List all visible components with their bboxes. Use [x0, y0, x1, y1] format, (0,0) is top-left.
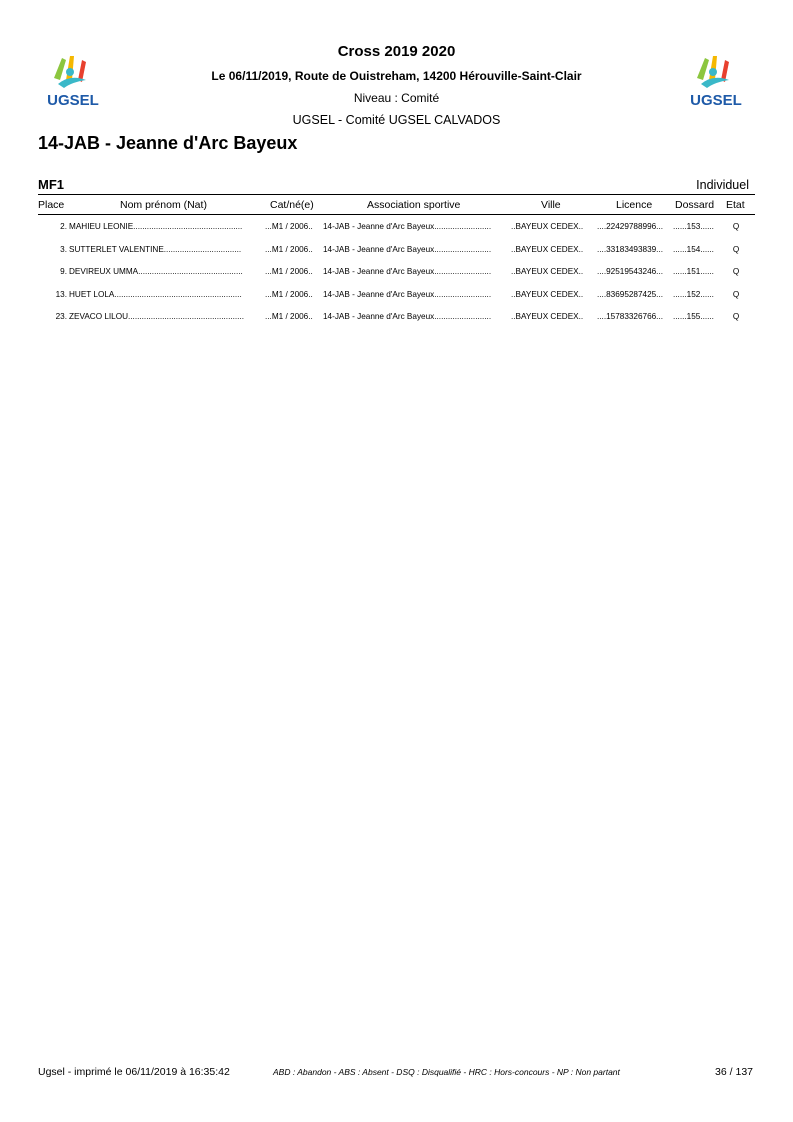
row-etat: Q — [732, 222, 740, 231]
col-header-cat: Cat/né(e) — [270, 199, 314, 211]
ugsel-logo-text: UGSEL — [47, 92, 99, 109]
row-category: ...M1 / 2006.. — [265, 222, 313, 231]
footer-legend: ABD : Abandon - ABS : Absent - DSQ : Disqualifié - HRC : Hors-concours - NP : Non partant — [273, 1067, 620, 1077]
row-association: 14-JAB - Jeanne d'Arc Bayeux......................... — [323, 267, 492, 276]
row-ville: ..BAYEUX CEDEX.. — [511, 244, 584, 254]
row-name: MAHIEU LEONIE................................................ — [69, 222, 243, 231]
row-place: 3. — [60, 244, 67, 254]
event-subtitle: Le 06/11/2019, Route de Ouistreham, 14200 Hérouville-Saint-Clair — [211, 69, 582, 83]
row-etat: Q — [732, 312, 740, 321]
table-header-top-rule — [38, 194, 755, 195]
row-etat: Q — [732, 244, 740, 254]
category-code: MF1 — [38, 177, 64, 192]
row-category: ...M1 / 2006.. — [265, 267, 313, 276]
row-licence: ....92519543246... — [597, 267, 664, 276]
row-association: 14-JAB - Jeanne d'Arc Bayeux......................... — [323, 312, 492, 321]
row-category: ...M1 / 2006.. — [265, 312, 313, 321]
col-header-association: Association sportive — [367, 199, 461, 211]
row-association: 14-JAB - Jeanne d'Arc Bayeux......................... — [323, 222, 492, 231]
category-type: Individuel — [696, 178, 749, 192]
row-etat: Q — [732, 289, 740, 299]
event-committee: UGSEL - Comité UGSEL CALVADOS — [292, 113, 501, 127]
event-level: Niveau : Comité — [353, 91, 440, 105]
row-name: ZEVACO LILOU................................................... — [69, 312, 245, 321]
row-category: ...M1 / 2006.. — [265, 289, 313, 299]
row-name: HUET LOLA........................................................ — [69, 289, 242, 299]
col-header-licence: Licence — [616, 199, 653, 211]
row-etat: Q — [732, 267, 740, 276]
row-licence: ....15783326766... — [597, 312, 664, 321]
row-ville: ..BAYEUX CEDEX.. — [511, 312, 584, 321]
footer-page-number: 36 / 137 — [715, 1066, 753, 1078]
row-licence: ....22429788996... — [597, 222, 664, 231]
row-dossard: ......155...... — [673, 312, 714, 321]
row-dossard: ......151...... — [673, 267, 714, 276]
row-ville: ..BAYEUX CEDEX.. — [511, 267, 584, 276]
row-association: 14-JAB - Jeanne d'Arc Bayeux......................... — [323, 289, 492, 299]
row-name: SUTTERLET VALENTINE.................................. — [69, 244, 242, 254]
row-place: 23. — [55, 312, 67, 321]
row-dossard: ......154...... — [673, 244, 714, 254]
col-header-ville: Ville — [541, 199, 561, 211]
col-header-place: Place — [38, 199, 65, 211]
row-ville: ..BAYEUX CEDEX.. — [511, 222, 584, 231]
ugsel-logo-text: UGSEL — [690, 92, 742, 109]
row-ville: ..BAYEUX CEDEX.. — [511, 289, 584, 299]
row-association: 14-JAB - Jeanne d'Arc Bayeux......................... — [323, 244, 492, 254]
row-category: ...M1 / 2006.. — [265, 244, 313, 254]
row-licence: ....33183493839... — [597, 244, 664, 254]
row-place: 13. — [55, 289, 67, 299]
col-header-dossard: Dossard — [675, 199, 715, 211]
row-place: 2. — [60, 222, 67, 231]
col-header-etat: Etat — [726, 199, 745, 211]
col-header-name: Nom prénom (Nat) — [120, 199, 207, 211]
row-dossard: ......152...... — [673, 289, 714, 299]
school-title: 14-JAB - Jeanne d'Arc Bayeux — [38, 133, 298, 153]
table-header-bottom-rule — [38, 214, 755, 215]
event-title: Cross 2019 2020 — [337, 43, 456, 60]
row-dossard: ......153...... — [673, 222, 714, 231]
row-place: 9. — [60, 267, 67, 276]
footer-printed: Ugsel - imprimé le 06/11/2019 à 16:35:42 — [38, 1066, 230, 1078]
row-name: DEVIREUX UMMA.............................................. — [69, 267, 243, 276]
row-licence: ....83695287425... — [597, 289, 664, 299]
